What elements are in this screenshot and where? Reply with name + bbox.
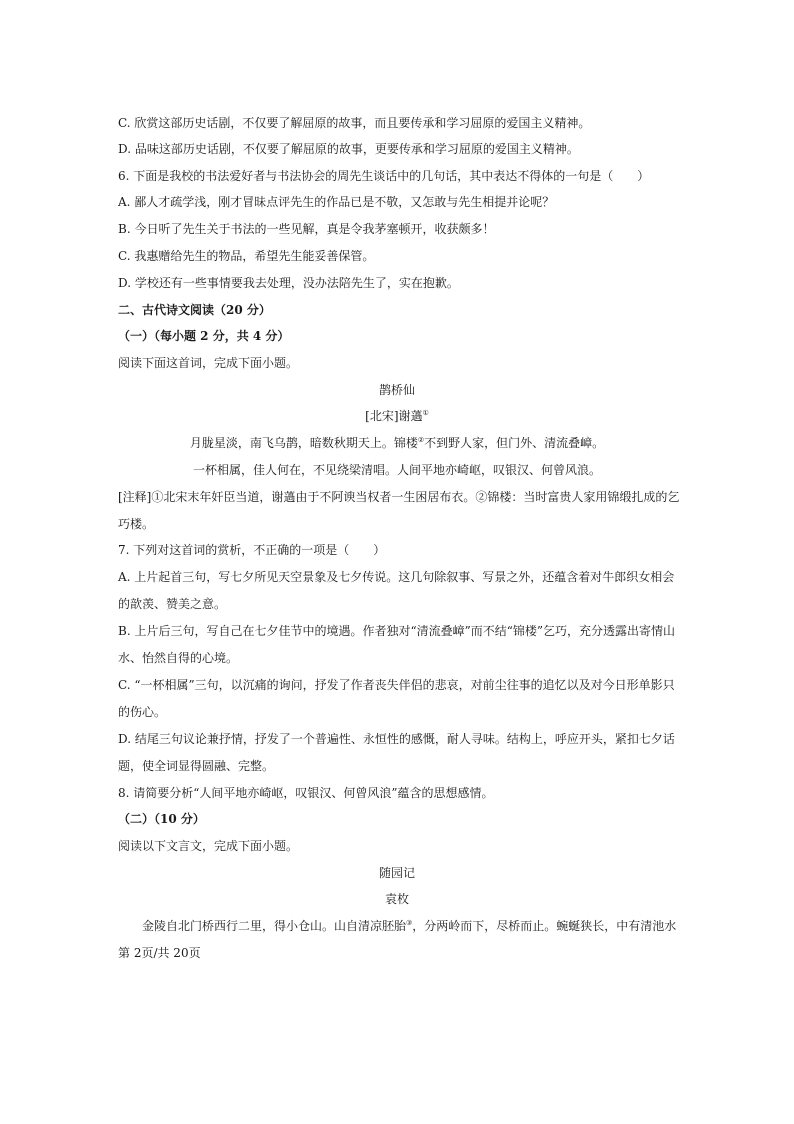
footnote-marker: ②	[417, 436, 425, 444]
part-2-title: （二）（10 分）	[118, 812, 205, 826]
q6-option-c: C. 我惠赠给先生的物品，希望先生能妥善保管。	[118, 249, 375, 263]
q6-option-b: B. 今日听了先生关于书法的一些见解，真是令我茅塞顿开，收获颇多！	[118, 222, 495, 236]
q7-option-b-line-1: B. 上片后三句，写自己在七夕佳节中的境遇。作者独对“清流叠嶂”而不结“锦楼”乞巧，充分透露出寄情山	[118, 624, 675, 638]
essay-title: 随园记	[378, 866, 415, 880]
footnote-marker: ①	[422, 409, 429, 417]
q7-stem: 7. 下列对这首词的赏析，不正确的一项是（ ）	[118, 543, 386, 557]
part-1-intro: 阅读下面这首词，完成下面小题。	[118, 356, 299, 370]
q7-option-c-line-2: 的伤心。	[118, 705, 167, 719]
q8-stem: 8. 请简要分析“人间平地亦崎岖，叹银汉、何曾风浪”蕴含的思想感情。	[118, 786, 494, 800]
footnote-marker: ③	[406, 919, 413, 927]
essay-paragraph-1	[142, 918, 676, 934]
q7-option-a-line-1: A. 上片起首三句，写七夕所见天空景象及七夕传说。这几句除叙事、写景之外，还蕴含着对牛郎织女相会	[118, 570, 675, 584]
q6-stem: 6. 下面是我校的书法爱好者与书法协会的周先生谈话中的几句话，其中表达不得体的一句是（ ）	[118, 169, 650, 183]
part-1-title: （一）（每小题 2 分，共 4 分）	[118, 329, 290, 343]
poem-line-2: 一杯相属，佳人何在，不见绕梁清唱。人间平地亦崎岖，叹银汉、何曾风浪。	[192, 463, 601, 477]
poem-title: 鹊桥仙	[378, 383, 415, 397]
essay-text-a: 金陵自北门桥西行二里，得小仓山。山自清凉胚胎	[142, 919, 407, 933]
poem-line-1	[0, 435, 794, 451]
q7-option-c-line-1: C. “一杯相属”三句，以沉痛的询问，抒发了作者丧失伴侣的悲哀，对前尘往事的追忆以及对今日形单影只	[118, 678, 675, 692]
poem-line-1-a: 月胧星淡，南飞乌鹊，暗数秋期天上。锦楼	[189, 436, 418, 450]
poem-annotation-2: 巧楼。	[118, 517, 155, 531]
essay-author: 袁枚	[384, 892, 409, 906]
q7-option-a-line-2: 的歆羡、赞美之意。	[118, 597, 227, 611]
poem-author	[0, 408, 794, 424]
section-2-title: 二、古代诗文阅读（20 分）	[118, 303, 271, 317]
page-footer: 第 2页/共 20页	[118, 946, 201, 960]
q5-option-d: D. 品味这部历史话剧，不仅要了解屈原的故事，更要传承和学习屈原的爱国主义精神。	[118, 142, 579, 156]
part-2-intro: 阅读以下文言文，完成下面小题。	[118, 839, 299, 853]
poem-annotation-1: [注释]①北宋末年奸臣当道，谢薖由于不阿谀当权者一生困居布衣。②锦楼：当时富贵人家用锦缎扎成的乞	[118, 490, 680, 504]
essay-text-b: ，分两岭而下，尽桥而止。蜿蜒狭长，中有清池水	[412, 919, 677, 933]
q7-option-b-line-2: 水、怡然自得的心境。	[118, 651, 239, 665]
q7-option-d-line-1: D. 结尾三句议论兼抒情，抒发了一个普遍性、永恒性的感慨，耐人寻味。结构上，呼应开头，紧扣七夕话	[118, 732, 675, 746]
q6-option-d: D. 学校还有一些事情要我去处理，没办法陪先生了，实在抱歉。	[118, 276, 459, 290]
poem-author-name: [北宋]谢薖	[365, 409, 423, 423]
poem-line-1-b: 不到野人家，但门外、清流叠嶂。	[424, 436, 605, 450]
q6-option-a: A. 鄙人才疏学浅，刚才冒昧点评先生的作品已是不敬，又怎敢与先生相提并论呢？	[118, 195, 555, 209]
q7-option-d-line-2: 题，使全词显得圆融、完整。	[118, 759, 275, 773]
q5-option-c: C. 欣赏这部历史话剧，不仅要了解屈原的故事，而且要传承和学习屈原的爱国主义精神。	[118, 116, 591, 130]
